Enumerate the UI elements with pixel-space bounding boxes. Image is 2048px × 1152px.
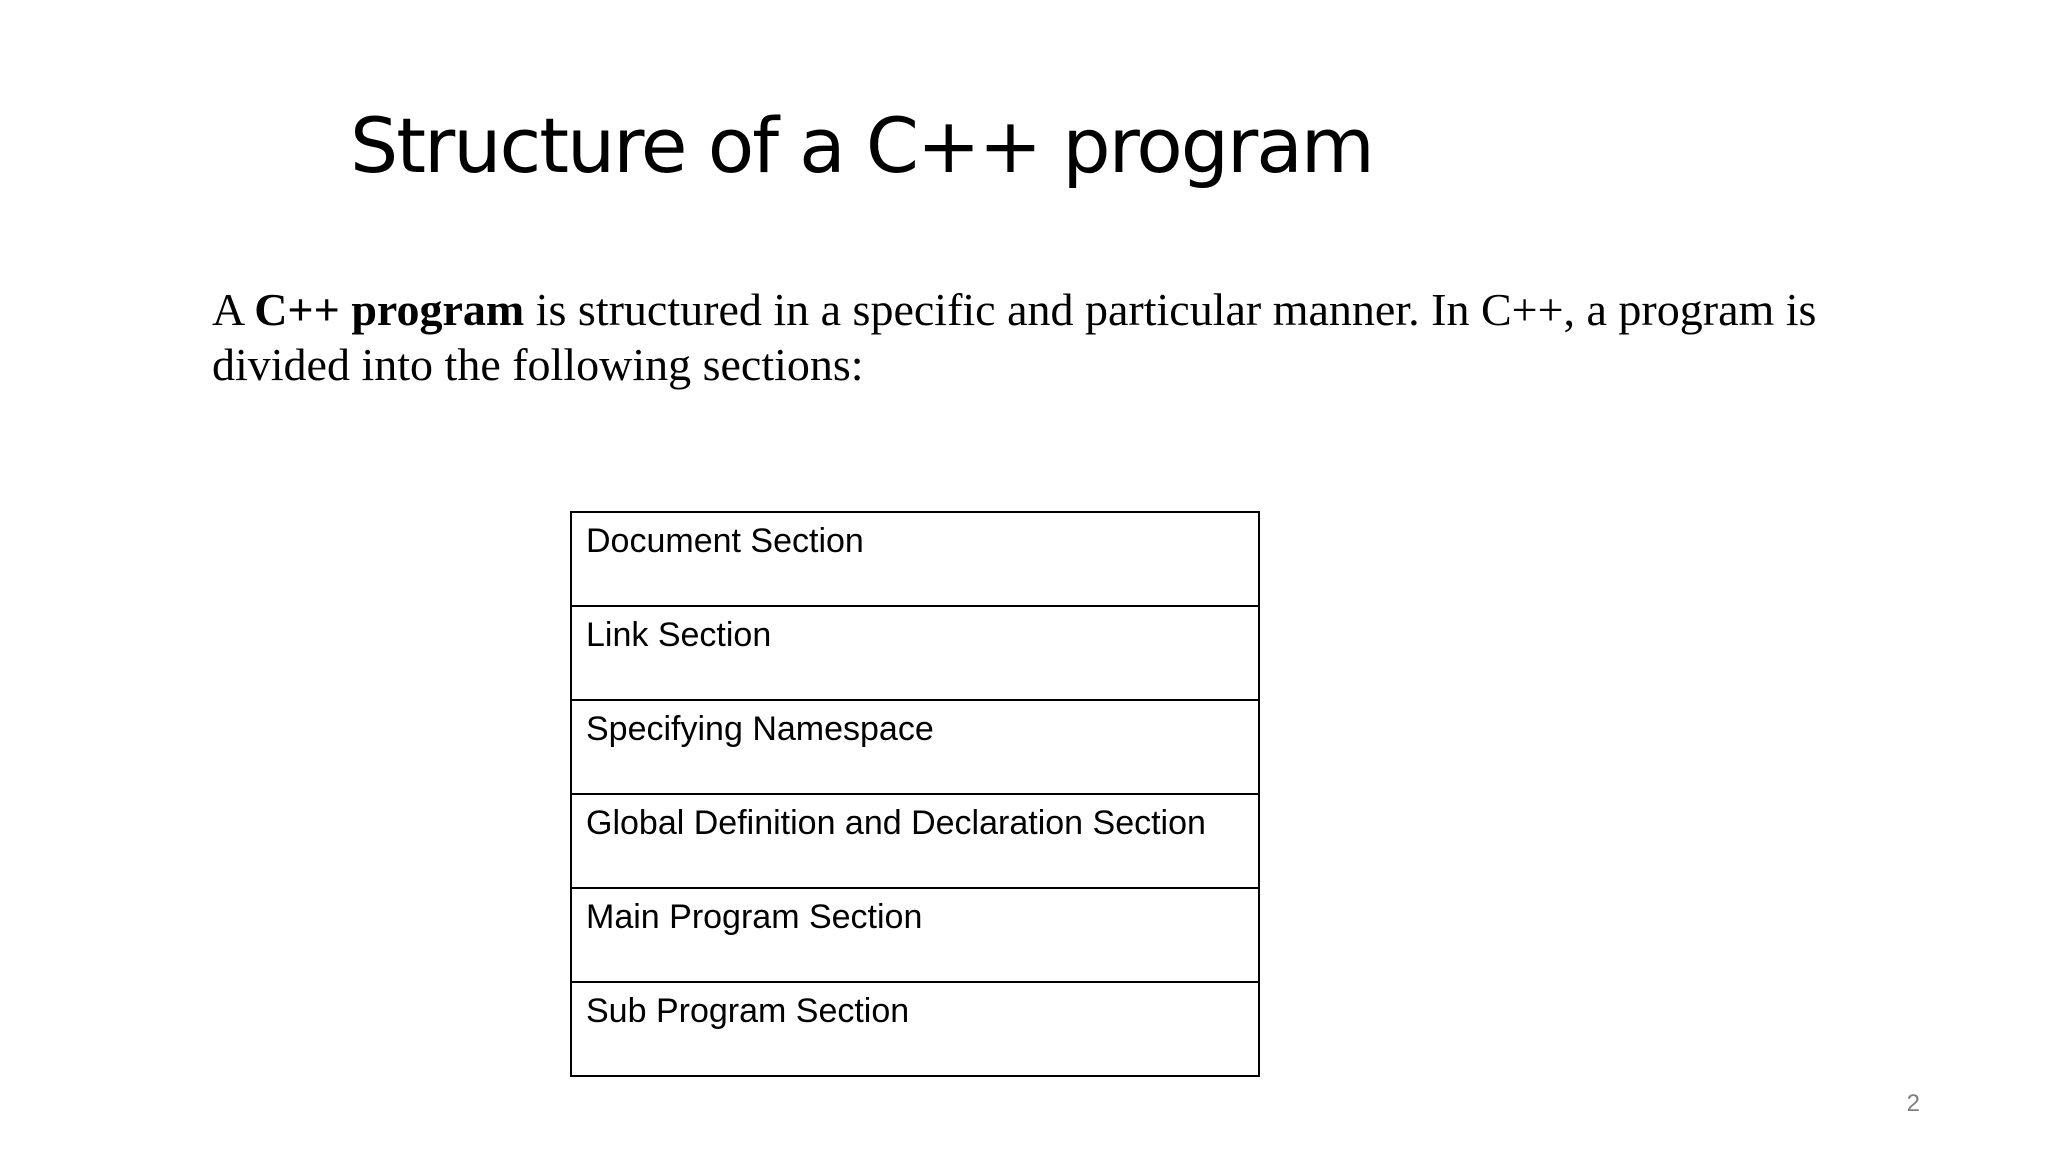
slide-title: Structure of a C++ program (350, 101, 1373, 190)
table-row (571, 512, 1259, 606)
intro-suffix: is structured in a specific and particular manner. In C++, a program is divided into the following sections: (212, 284, 1817, 390)
section-cell-link: Link Section (571, 606, 1259, 700)
table-row (571, 606, 1259, 700)
table-row (571, 700, 1259, 794)
section-cell-global: Global Definition and Declaration Section (571, 794, 1259, 888)
intro-paragraph (212, 282, 1902, 392)
section-cell-sub: Sub Program Section (571, 982, 1259, 1076)
section-cell-main: Main Program Section (571, 888, 1259, 982)
page-number: 2 (1906, 1090, 1920, 1117)
intro-prefix: A (212, 284, 255, 335)
sections-table (570, 511, 1260, 1077)
section-cell-document: Document Section (571, 512, 1259, 606)
intro-bold-term: C++ program (254, 284, 525, 335)
table-row (571, 888, 1259, 982)
section-cell-namespace: Specifying Namespace (571, 700, 1259, 794)
table-row (571, 982, 1259, 1076)
table-row (571, 794, 1259, 888)
